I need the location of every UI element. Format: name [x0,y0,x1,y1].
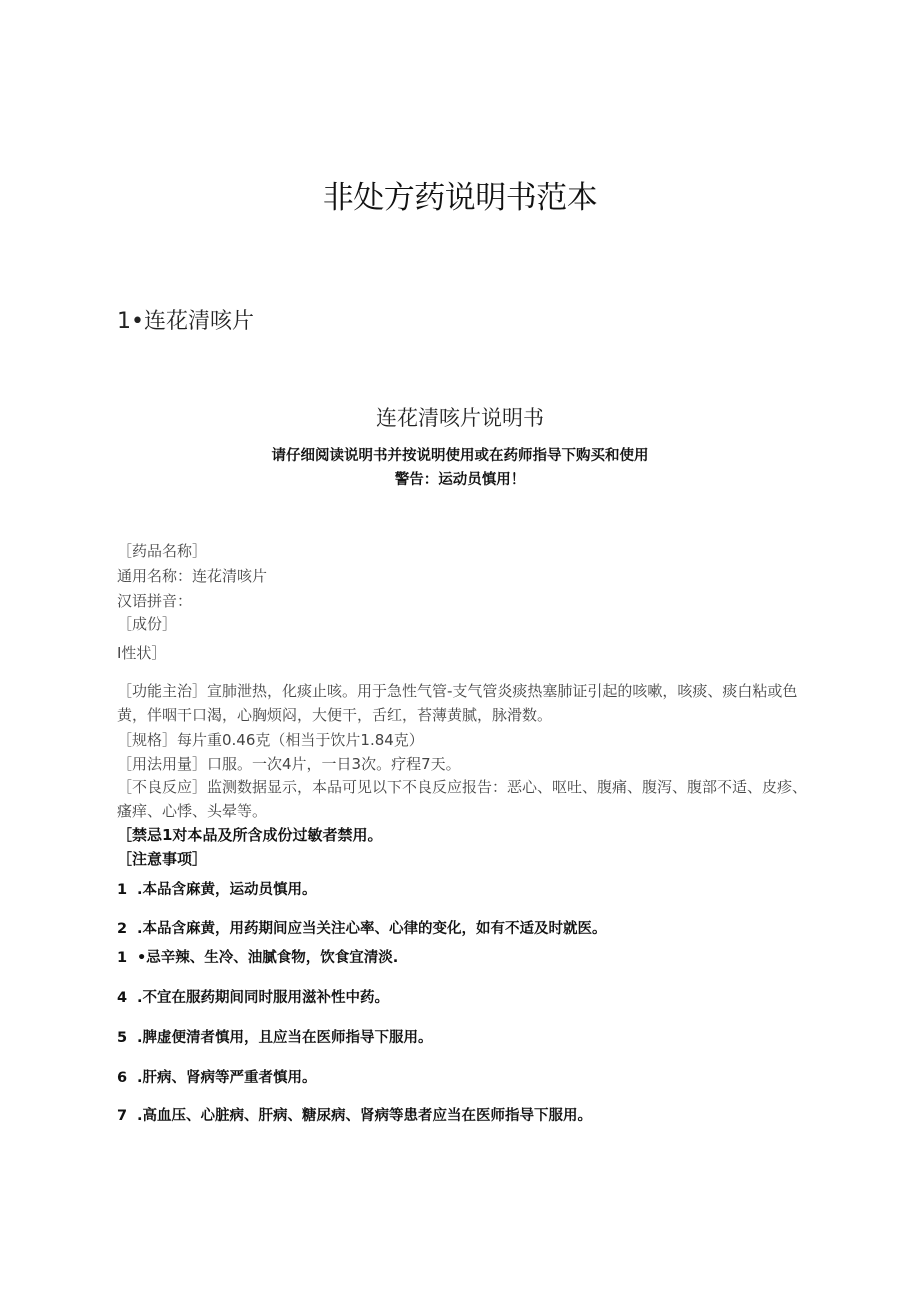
spec-section: ［规格］每片重0.46克（相当于饮片1.84克） [117,731,424,749]
precautions-label: ［注意事项］ [117,850,208,868]
precaution-text: .本品含麻黄，用药期间应当关注心率、心律的变化，如有不适及时就医。 [137,921,607,937]
warning-line: 警告：运动员慎用！ [394,472,526,488]
drug-name-label: ［药品名称］ [117,542,208,560]
precaution-item [117,878,317,899]
instruction-line: 请仔细阅读说明书并按说明使用或在药师指导下购买和使用 [271,448,649,464]
properties-label: I性状］ [117,644,167,662]
generic-name: 通用名称：连花清咳片 [117,567,268,585]
precaution-text: .肝病、肾病等严重者慎用。 [137,1070,317,1086]
precaution-item [117,946,398,967]
dosage-section: ［用法用量］口服。一次4片，一日3次。疗程7天。 [117,755,461,773]
precaution-number: 7 [117,1108,128,1124]
precaution-number: 1 [117,950,128,966]
precaution-number: 6 [117,1070,128,1086]
precaution-item [117,1026,433,1047]
precaution-text: .脾虚便清者慎用，且应当在医师指导下服用。 [137,1030,433,1046]
precaution-number: 1 [117,882,128,898]
adverse-section: ［不良反应］监测数据显示，本品可见以下不良反应报告：恶心、呕吐、腹痛、腹泻、腹部不适、皮疹、瘙痒、心悸、头晕等。 [117,778,808,820]
precaution-number: 5 [117,1030,128,1046]
precaution-item [117,1066,317,1087]
precaution-text: .本品含麻黄，运动员慎用。 [137,882,317,898]
function-section: ［功能主治］宣肺泄热，化痰止咳。用于急性气管-支气管炎痰热塞肺证引起的咳嗽，咳痰、痰白粘或色黄，伴咽干口渴，心胸烦闷，大便干，舌红，苔薄黄腻，脉滑数。 [117,682,798,724]
ingredients-label: ［成份］ [117,615,178,633]
contraindication-section: ［禁忌1对本品及所含成份过敏者禁用。 [117,826,383,844]
precaution-item [117,917,607,938]
pinyin-line: 汉语拼音： [117,592,193,610]
leaflet-title: 连花清咳片说明书 [376,406,544,430]
page-title: 非处方药说明书范本 [322,180,598,216]
section-heading: 1•连花清咳片 [117,309,254,334]
precaution-item [117,1104,592,1125]
precaution-item [117,986,389,1007]
precaution-text: .高血压、心脏病、肝病、糖尿病、肾病等患者应当在医师指导下服用。 [137,1108,593,1124]
precaution-text: •忌辛辣、生冷、油腻食物，饮食宜清淡. [137,950,399,966]
precaution-text: .不宜在服药期间同时服用滋补性中药。 [137,990,390,1006]
precaution-number: 4 [117,990,128,1006]
precaution-number: 2 [117,921,128,937]
